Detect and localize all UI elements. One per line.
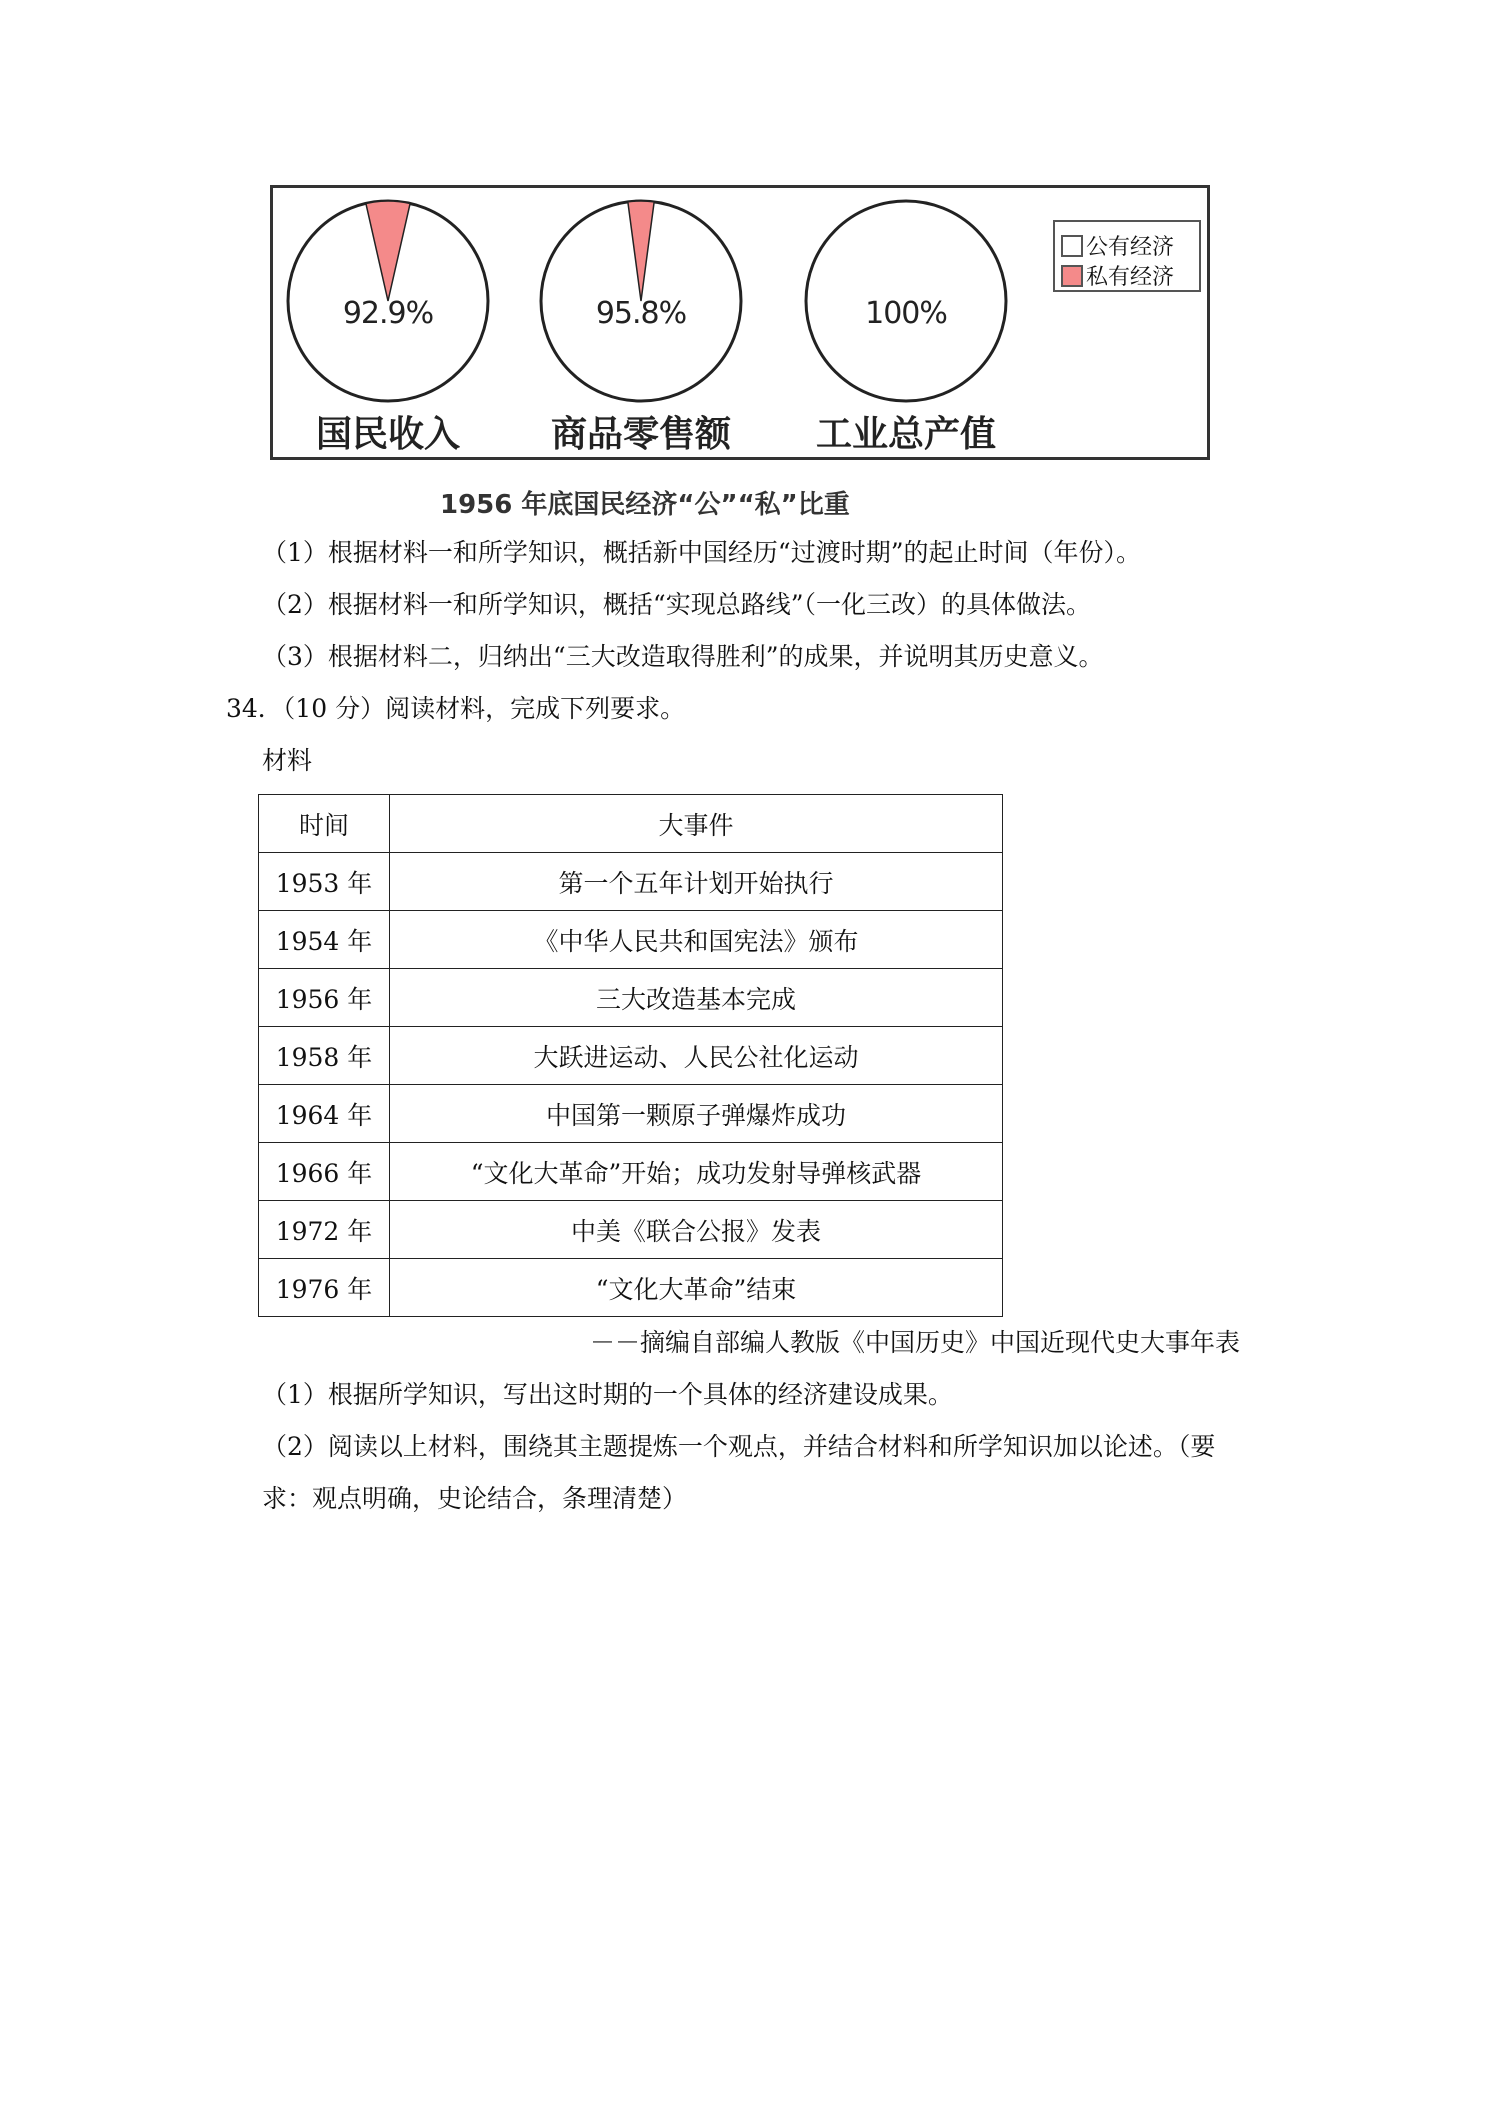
legend-label-public: 公有经济 (1086, 235, 1175, 260)
events-table (258, 794, 1003, 1317)
q34-sub1: （1）根据所学知识，写出这时期的一个具体的经济建设成果。 (262, 1380, 953, 1409)
cell-event: 三大改造基本完成 (390, 969, 1003, 1027)
q33-sub2: （2）根据材料一和所学知识，概括“实现总路线”（一化三改）的具体做法。 (262, 590, 1091, 619)
cell-year: 1966 年 (259, 1143, 390, 1201)
q34-title: 34．（10 分）阅读材料，完成下列要求。 (226, 694, 686, 723)
q33-sub3: （3）根据材料二，归纳出“三大改造取得胜利”的成果，并说明其历史意义。 (262, 642, 1104, 671)
cell-event: 大跃进运动、人民公社化运动 (390, 1027, 1003, 1085)
table-source: －－摘编自部编人教版《中国历史》中国近现代史大事年表 (590, 1328, 1241, 1357)
table-row (259, 1143, 1003, 1201)
cell-year: 1964 年 (259, 1085, 390, 1143)
cell-event: “文化大革命”结束 (390, 1259, 1003, 1317)
cell-event: “文化大革命”开始；成功发射导弹核武器 (390, 1143, 1003, 1201)
table-row (259, 1027, 1003, 1085)
legend-swatch-public (1061, 235, 1083, 257)
cell-year: 1953 年 (259, 853, 390, 911)
table-row (259, 911, 1003, 969)
table-row (259, 853, 1003, 911)
pie-percent-national-income: 92.9% (342, 296, 434, 331)
legend-label-private: 私有经济 (1086, 265, 1175, 290)
cell-event: 中美《联合公报》发表 (390, 1201, 1003, 1259)
cell-year: 1956 年 (259, 969, 390, 1027)
cell-year: 1976 年 (259, 1259, 390, 1317)
pie-label-national-income: 国民收入 (315, 414, 460, 455)
pie-percent-industrial-output: 100% (865, 296, 947, 331)
header-time: 时间 (259, 795, 390, 853)
pie-label-industrial-output: 工业总产值 (815, 414, 996, 455)
q34-sub2-line2: 求：观点明确，史论结合，条理清楚） (262, 1484, 688, 1513)
q33-sub1: （1）根据材料一和所学知识，概括新中国经历“过渡时期”的起止时间（年份）。 (262, 538, 1141, 567)
legend-private (1061, 260, 1174, 291)
material-label: 材料 (262, 746, 313, 775)
cell-event: 第一个五年计划开始执行 (390, 853, 1003, 911)
table-row (259, 1085, 1003, 1143)
legend-swatch-private (1061, 265, 1083, 287)
header-event: 大事件 (390, 795, 1003, 853)
cell-year: 1972 年 (259, 1201, 390, 1259)
cell-event: 《中华人民共和国宪法》颁布 (390, 911, 1003, 969)
pie-label-retail-sales: 商品零售额 (550, 414, 731, 455)
pie-percent-retail-sales: 95.8% (595, 296, 687, 331)
cell-year: 1954 年 (259, 911, 390, 969)
cell-event: 中国第一颗原子弹爆炸成功 (390, 1085, 1003, 1143)
table-row (259, 1259, 1003, 1317)
figure-caption: 1956 年底国民经济“公”“私”比重 (440, 490, 850, 520)
q34-sub2-line1: （2）阅读以上材料，围绕其主题提炼一个观点，并结合材料和所学知识加以论述。（要 (262, 1432, 1216, 1461)
legend-public (1061, 230, 1174, 261)
table-row (259, 969, 1003, 1027)
economy-share-figure (270, 185, 1210, 460)
cell-year: 1958 年 (259, 1027, 390, 1085)
legend (1053, 220, 1201, 292)
table-row (259, 1201, 1003, 1259)
table-header-row (259, 795, 1003, 853)
